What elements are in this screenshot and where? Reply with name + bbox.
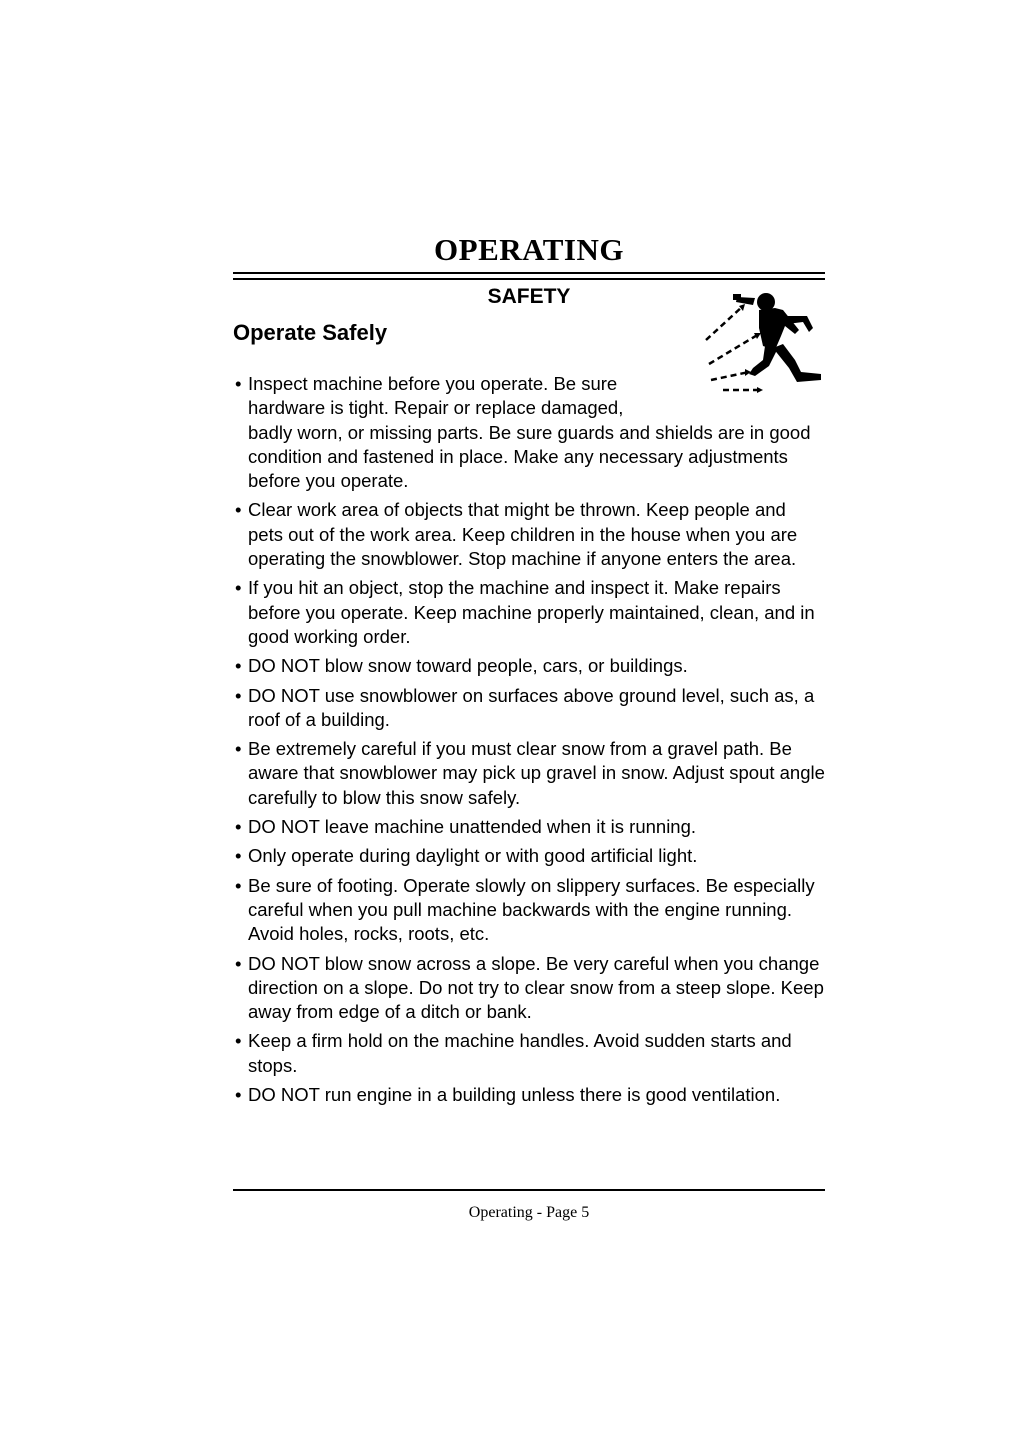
list-item [233,1029,825,1078]
list-item [233,576,825,649]
bullet-marker: • [235,952,242,974]
bullet-marker: • [235,373,242,394]
list-item-text: Inspect machine before you operate. Be sure hardware is tight. Repair or replace damaged, badly worn, or missing parts. Be sure guards and shields are in good condition and fastened in place. Make any necessary adjustments before you operate. [248,373,811,492]
section-title: SAFETY [487,285,571,308]
icon-clear-space [665,372,825,398]
list-item-text: Be sure of footing. Operate slowly on slippery surfaces. Be especially careful when you pull machine backwards with the engine running. Avoid holes, rocks, roots, etc. [248,874,815,945]
list-item [233,1083,825,1107]
list-item-text: DO NOT leave machine unattended when it is running. [248,816,697,838]
list-item-text: If you hit an object, stop the machine and inspect it. Make repairs before you operate. Keep machine properly maintained, clean, and in good working order. [248,577,815,647]
bullet-marker: • [235,738,242,760]
bullet-marker: • [235,845,242,867]
bullet-marker: • [235,655,242,677]
subheading: Operate Safely [233,320,388,345]
list-item-text: DO NOT blow snow toward people, cars, or buildings. [248,655,688,677]
bullet-marker: • [235,684,242,706]
list-item-text: Clear work area of objects that might be thrown. Keep people and pets out of the work area. Keep children in the house when you are operating the snowblower. Stop machine if anyone enters the area. [248,499,798,570]
list-item-text: DO NOT blow snow across a slope. Be very careful when you change direction on a slope. Do not try to clear snow from a steep slope. Keep away from edge of a ditch or bank. [248,952,824,1023]
list-item-text: DO NOT use snowblower on surfaces above ground level, such as, a roof of a building. [248,684,815,730]
list-item-text: Keep a firm hold on the machine handles. Avoid sudden starts and stops. [248,1030,792,1076]
list-item [233,874,825,947]
list-item [233,952,825,1025]
bullet-marker: • [235,499,242,521]
list-item [233,372,825,493]
list-item [233,737,825,810]
page-title: OPERATING [434,232,624,267]
bullet-marker: • [235,874,242,896]
safety-rules-list [233,372,825,1112]
page-number-footer: Operating - Page 5 [468,1204,590,1221]
list-item [233,654,825,678]
footer-rule [233,1189,825,1191]
list-item-text: Only operate during daylight or with good artificial light. [248,845,698,867]
list-item [233,498,825,571]
list-item [233,815,825,839]
list-item [233,684,825,733]
bullet-marker: • [235,816,242,838]
list-item-text: DO NOT run engine in a building unless there is good ventilation. [248,1084,781,1106]
list-item-text: Be extremely careful if you must clear snow from a gravel path. Be aware that snowblower may pick up gravel in snow. Adjust spout angle carefully to blow this snow safely. [248,738,825,808]
page-header [233,232,825,280]
header-double-rule [233,272,825,280]
list-item [233,844,825,868]
bullet-marker: • [235,577,242,599]
bullet-marker: • [235,1030,242,1052]
bullet-marker: • [235,1084,242,1106]
